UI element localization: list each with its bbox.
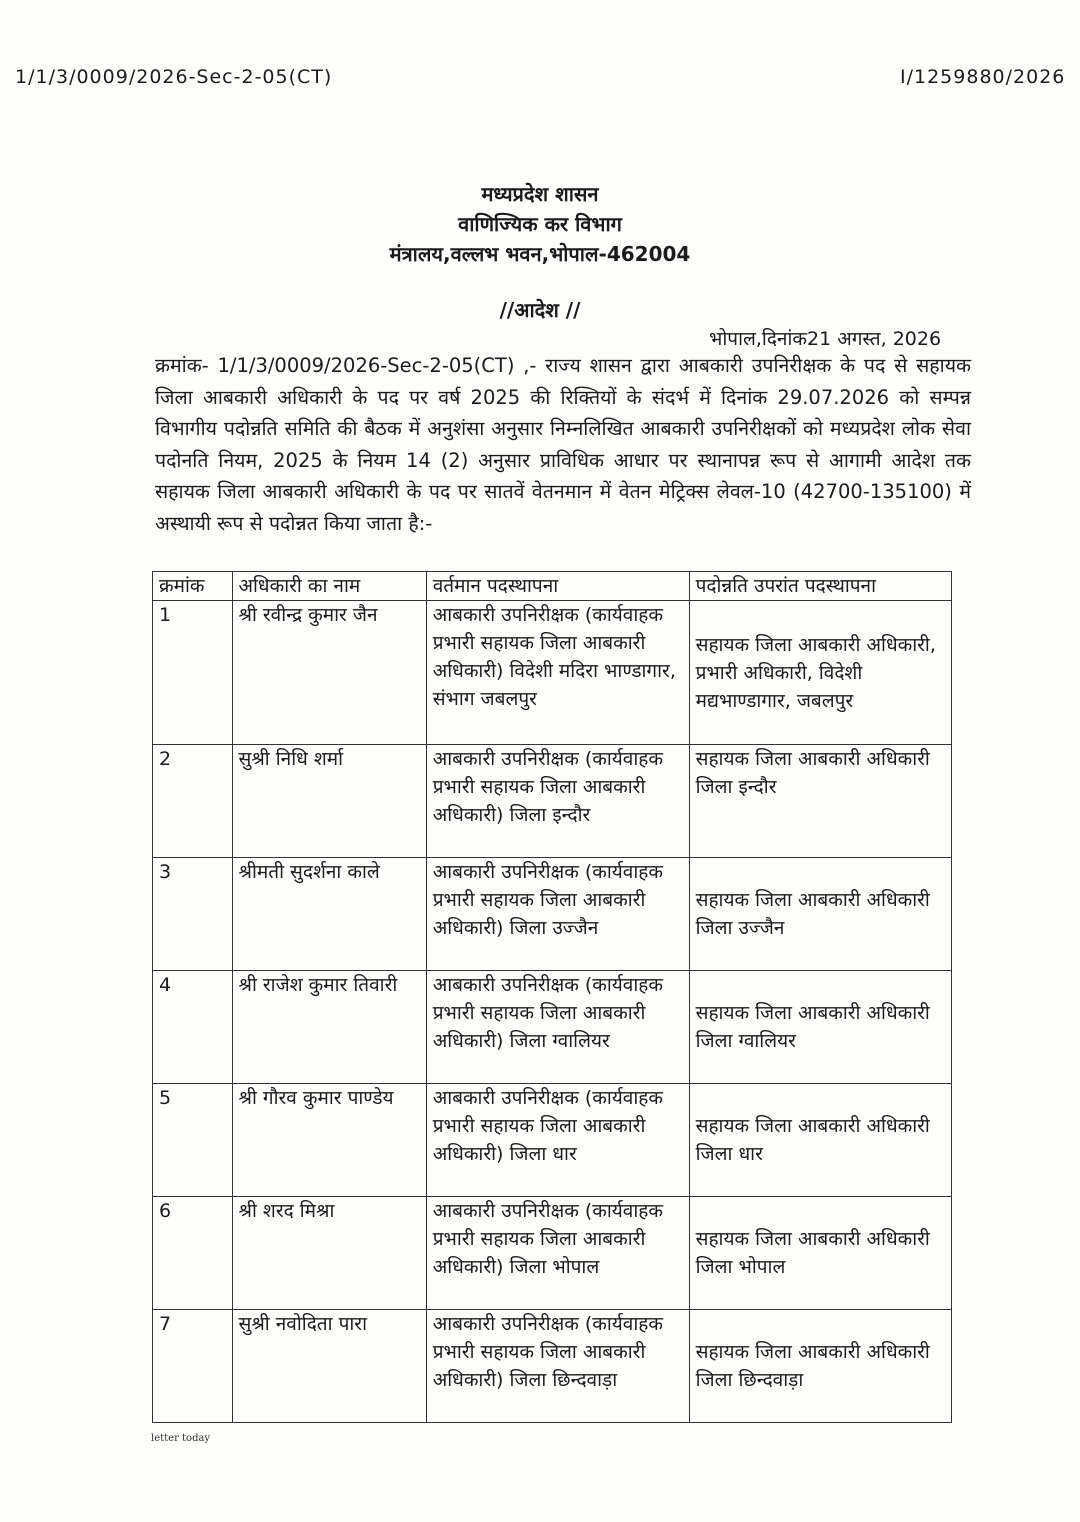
table-row <box>153 601 952 745</box>
cell-officer-name: सुश्री निधि शर्मा <box>232 745 426 858</box>
table-row <box>153 1084 952 1197</box>
promotion-table <box>152 571 952 1423</box>
cell-serial: 6 <box>153 1197 233 1310</box>
header-post-promotion-posting: पदोन्नति उपरांत पदस्थापना <box>689 572 951 601</box>
cell-current-posting: आबकारी उपनिरीक्षक (कार्यवाहक प्रभारी सहायक जिला आबकारी अधिकारी) जिला इन्दौर <box>426 745 689 858</box>
cell-serial: 7 <box>153 1310 233 1423</box>
cell-officer-name: श्रीमती सुदर्शना काले <box>232 858 426 971</box>
table-row <box>153 1310 952 1423</box>
cell-serial: 1 <box>153 601 233 745</box>
cell-post-promotion-posting: सहायक जिला आबकारी अधिकारी जिला उज्जैन <box>689 858 951 971</box>
table-row <box>153 745 952 858</box>
table-header-row <box>153 572 952 601</box>
cell-current-posting: आबकारी उपनिरीक्षक (कार्यवाहक प्रभारी सहायक जिला आबकारी अधिकारी) जिला उज्जैन <box>426 858 689 971</box>
cell-post-promotion-posting: सहायक जिला आबकारी अधिकारी जिला इन्दौर <box>689 745 951 858</box>
table-row <box>153 1197 952 1310</box>
header-current-posting: वर्तमान पदस्थापना <box>426 572 689 601</box>
reference-number-right: I/1259880/2026 <box>900 66 1066 88</box>
cell-officer-name: सुश्री नवोदिता पारा <box>232 1310 426 1423</box>
order-date: भोपाल,दिनांक21 अगस्त, 2026 <box>709 328 942 350</box>
office-address: मंत्रालय,वल्लभ भवन,भोपाल-462004 <box>389 242 691 266</box>
cell-officer-name: श्री शरद मिश्रा <box>232 1197 426 1310</box>
cell-post-promotion-posting: सहायक जिला आबकारी अधिकारी जिला छिन्दवाड़ा <box>689 1310 951 1423</box>
govt-name: मध्यप्रदेश शासन <box>481 182 599 206</box>
reference-number-left: 1/1/3/0009/2026-Sec-2-05(CT) <box>15 66 333 88</box>
cell-post-promotion-posting: सहायक जिला आबकारी अधिकारी, प्रभारी अधिकारी, विदेशी मद्यभाण्डागार, जबलपुर <box>689 601 951 745</box>
cell-serial: 3 <box>153 858 233 971</box>
cell-post-promotion-posting: सहायक जिला आबकारी अधिकारी जिला ग्वालियर <box>689 971 951 1084</box>
cell-serial: 2 <box>153 745 233 858</box>
cell-officer-name: श्री राजेश कुमार तिवारी <box>232 971 426 1084</box>
cell-current-posting: आबकारी उपनिरीक्षक (कार्यवाहक प्रभारी सहायक जिला आबकारी अधिकारी) जिला धार <box>426 1084 689 1197</box>
cell-current-posting: आबकारी उपनिरीक्षक (कार्यवाहक प्रभारी सहायक जिला आबकारी अधिकारी) जिला छिन्दवाड़ा <box>426 1310 689 1423</box>
cell-serial: 4 <box>153 971 233 1084</box>
cell-officer-name: श्री रवीन्द्र कुमार जैन <box>232 601 426 745</box>
cell-officer-name: श्री गौरव कुमार पाण्डेय <box>232 1084 426 1197</box>
cell-current-posting: आबकारी उपनिरीक्षक (कार्यवाहक प्रभारी सहायक जिला आबकारी अधिकारी) जिला ग्वालियर <box>426 971 689 1084</box>
cell-serial: 5 <box>153 1084 233 1197</box>
cell-post-promotion-posting: सहायक जिला आबकारी अधिकारी जिला धार <box>689 1084 951 1197</box>
table-row <box>153 858 952 971</box>
cell-current-posting: आबकारी उपनिरीक्षक (कार्यवाहक प्रभारी सहायक जिला आबकारी अधिकारी) जिला भोपाल <box>426 1197 689 1310</box>
department-name: वाणिज्यिक कर विभाग <box>458 212 622 236</box>
footer-note: letter today <box>151 1433 211 1444</box>
cell-post-promotion-posting: सहायक जिला आबकारी अधिकारी जिला भोपाल <box>689 1197 951 1310</box>
order-body-text: क्रमांक- 1/1/3/0009/2026-Sec-2-05(CT) ,- राज्य शासन द्वारा आबकारी उपनिरीक्षक के पद से सहायक जिला आबकारी अधिकारी के पद पर वर्ष 2025 की रिक्तियों के संदर्भ में दिनांक 29.07.2026 को सम्पन्न विभागीय पदोन्नति समिति की बैठक में अनुशंसा अनुसार निम्नलिखित आबकारी उपनिरीक्षकों को मध्यप्रदेश लोक सेवा पदोनति नियम, 2025 के नियम 14 (2) अनुसार प्राविधिक आधार पर स्थानापन्न रूप से आगामी आदेश तक सहायक जिला आबकारी अधिकारी के पद पर सातवें वेतनमान में वेतन मेट्रिक्स लेवल-10 (42700-135100) में अस्थायी रूप से पदोन्नत किया जाता है:- <box>155 354 971 535</box>
order-title: //आदेश // <box>499 298 581 322</box>
header-officer-name: अधिकारी का नाम <box>232 572 426 601</box>
header-serial: क्रमांक <box>153 572 233 601</box>
table-row <box>153 971 952 1084</box>
cell-current-posting: आबकारी उपनिरीक्षक (कार्यवाहक प्रभारी सहायक जिला आबकारी अधिकारी) विदेशी मदिरा भाण्डागार, संभाग जबलपुर <box>426 601 689 745</box>
